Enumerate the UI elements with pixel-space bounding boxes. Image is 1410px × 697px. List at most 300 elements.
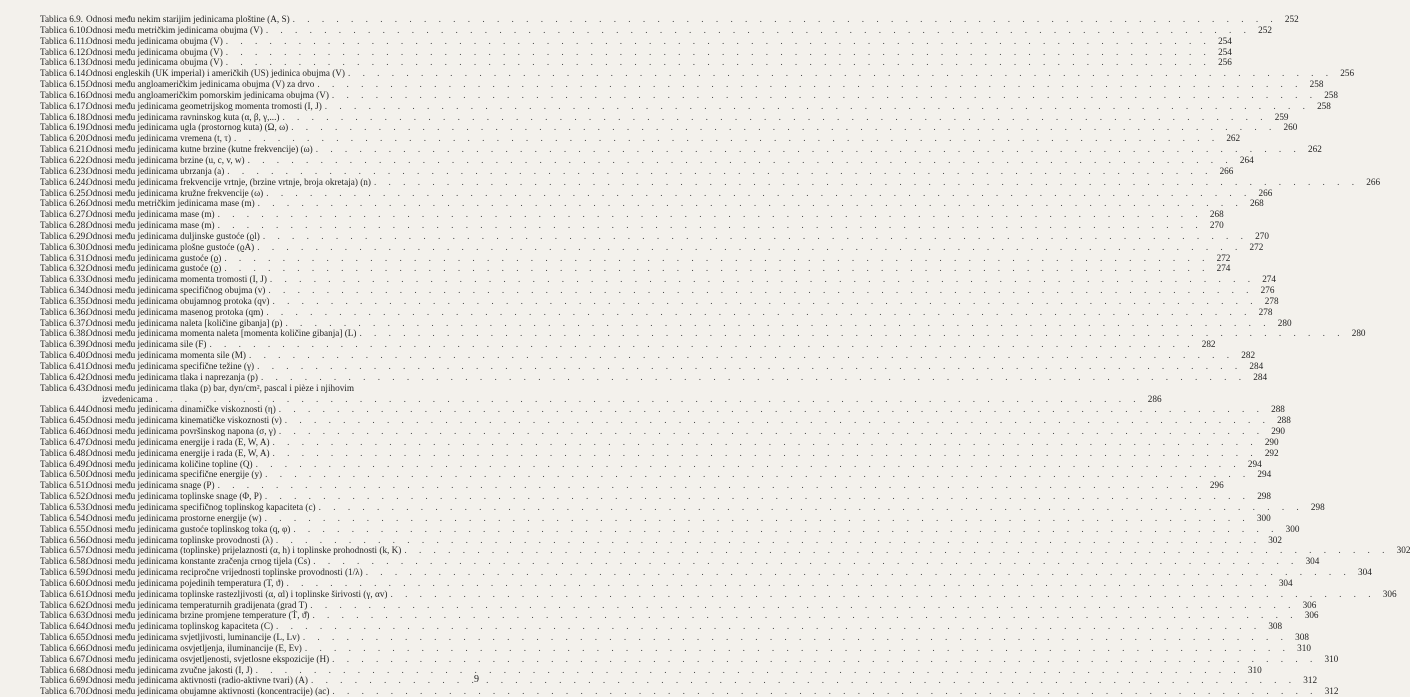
table-title: Odnosi među jedinicama zvučne jakosti (I, J) [86, 664, 253, 675]
table-label: Tablica 6.27. [40, 209, 88, 220]
page-ref: 312 [1324, 686, 1339, 697]
page-ref: 294 [1257, 469, 1272, 480]
toc-entry [40, 165, 1234, 177]
table-title: Odnosi među jedinicama dinamičke viskoznosti (η) [86, 404, 276, 415]
page-ref: 300 [1256, 512, 1271, 523]
table-title: Odnosi engleskih (UK imperial) i američkih (US) jedinica obujma (V) [86, 68, 345, 79]
table-label: Tablica 6.68. [40, 664, 88, 675]
table-title: Odnosi među jedinicama duljinske gustoće (ϱl) [86, 230, 260, 241]
page-ref: 290 [1264, 436, 1279, 447]
toc-entry [40, 469, 1272, 480]
table-title: Odnosi među jedinicama svjetljivosti, luminancije (L, Lv) [86, 632, 300, 643]
page-ref: 310 [1297, 642, 1311, 653]
table-title: Odnosi među jedinicama momenta sile (M) [86, 350, 246, 361]
table-label: Tablica 6.13. [40, 57, 88, 68]
dot-leader [287, 578, 1272, 589]
toc-entry [40, 610, 1319, 621]
dot-leader [279, 404, 1264, 415]
table-label: Tablica 6.11. [40, 35, 88, 46]
page-ref: 272 [1216, 252, 1231, 263]
toc-entry [40, 317, 1292, 329]
table-of-contents [40, 14, 1410, 697]
toc-entry [40, 447, 1279, 459]
table-title: Odnosi među jedinicama kutne brzine (kutne frekvencije) (ω) [86, 144, 313, 155]
dot-leader [270, 274, 1255, 285]
table-label: Tablica 6.70. [40, 686, 88, 697]
dot-leader [249, 350, 1234, 361]
table-title: Odnosi među jedinicama kružne frekvencije (ω) [86, 187, 264, 198]
table-label: Tablica 6.31. [40, 252, 88, 263]
table-title: Odnosi među jedinicama vremena (t, τ) [86, 133, 232, 144]
dot-leader [279, 426, 1264, 437]
table-title: Odnosi među jedinicama frekvencije vrtnje, (brzine vrtnje, broja okretaja) (n) [86, 176, 371, 187]
dot-leader [319, 502, 1304, 513]
page-ref: 304 [1358, 567, 1372, 578]
toc-entry [40, 57, 1232, 68]
table-label: Tablica 6.51. [40, 480, 88, 491]
table-title: Odnosi među jedinicama kinematičke viskoznosti (ν) [86, 415, 282, 426]
page-ref: 276 [1260, 285, 1275, 296]
toc-entry [40, 642, 1311, 654]
table-label: Tablica 6.15. [40, 79, 88, 90]
table-title: Odnosi među jedinicama masenog protoka (qm) [86, 306, 264, 317]
table-label: Tablica 6.10. [40, 24, 88, 35]
dot-leader [276, 621, 1261, 632]
toc-entry [40, 371, 1268, 383]
dot-leader [359, 328, 1344, 339]
table-label: Tablica 6.34. [40, 285, 88, 296]
toc-entry [40, 328, 1366, 339]
toc-entry [40, 415, 1291, 426]
page-ref: 268 [1249, 198, 1264, 209]
toc-entry [40, 653, 1339, 665]
table-label: Tablica 6.30. [40, 241, 88, 252]
page-ref: 262 [1226, 133, 1241, 144]
table-title: Odnosi među jedinicama obujma (V) [86, 46, 223, 57]
table-title: Odnosi među jedinicama toplinskog kapaciteta (C) [86, 621, 274, 632]
page-ref: 286 [1147, 393, 1162, 404]
page-ref: 284 [1253, 371, 1268, 382]
page-ref: 302 [1268, 534, 1282, 545]
toc-entry [40, 599, 1317, 611]
table-title: Odnosi među jedinicama specifične težine (γ) [86, 361, 255, 371]
table-label: Tablica 6.40. [40, 350, 88, 361]
table-label: Tablica 6.17. [40, 100, 88, 111]
dot-leader [332, 90, 1317, 101]
dot-leader [374, 177, 1359, 188]
dot-leader [303, 632, 1288, 643]
dot-leader [156, 394, 1141, 405]
page-ref: 300 [1285, 523, 1300, 534]
table-label: Tablica 6.44. [40, 404, 88, 415]
page-ref: 258 [1309, 79, 1324, 90]
toc-entry [40, 68, 1355, 79]
toc-entry [40, 187, 1273, 199]
toc-entry [40, 534, 1282, 546]
dot-leader [305, 643, 1290, 654]
toc-entry [40, 404, 1285, 415]
page-ref: 288 [1271, 404, 1285, 415]
toc-entry [40, 545, 1410, 556]
toc-entry [40, 14, 1299, 25]
table-title: Odnosi među metričkim jedinicama mase (m) [86, 198, 255, 209]
page-ref: 266 [1219, 165, 1234, 176]
table-label: Tablica 6.65. [40, 632, 88, 643]
dot-leader [258, 198, 1243, 209]
page-ref: 256 [1340, 68, 1355, 79]
page-ref: 266 [1366, 176, 1381, 187]
dot-leader [256, 665, 1241, 676]
toc-entry [40, 100, 1331, 112]
page-ref: 288 [1277, 415, 1291, 426]
toc-entry [40, 122, 1298, 133]
toc-entry [40, 111, 1289, 123]
table-label: Tablica 6.55. [40, 523, 88, 534]
table-label: Tablica 6.16. [40, 89, 88, 100]
dot-leader [226, 36, 1211, 47]
table-label: Tablica 6.61. [40, 588, 88, 599]
table-label: Tablica 6.38. [40, 328, 88, 339]
page-ref: 306 [1382, 588, 1397, 599]
toc-entry [40, 361, 1264, 372]
dot-leader [218, 209, 1203, 220]
toc-entry [40, 230, 1269, 242]
table-label: Tablica 6.64. [40, 621, 88, 632]
page-ref: 282 [1241, 350, 1256, 361]
table-title: Odnosi među jedinicama toplinske rastezljivosti (α, αl) i toplinske širivosti (γ, αv) [86, 588, 388, 599]
table-title: Odnosi među jedinicama ubrzanja (a) [86, 165, 225, 176]
dot-leader [293, 524, 1278, 535]
table-label: Tablica 6.37. [40, 317, 88, 328]
dot-leader [265, 513, 1250, 524]
dot-leader [226, 57, 1211, 68]
table-title: Odnosi među jedinicama ugla (prostornog kuta) (Ω, ω) [86, 122, 289, 133]
dot-leader [273, 437, 1258, 448]
table-title: Odnosi među jedinicama obujamne aktivnosti (koncentracije) (ac) [86, 686, 330, 697]
toc-entry [40, 274, 1276, 285]
table-label: Tablica 6.63. [40, 610, 88, 621]
table-label: Tablica 6.36. [40, 306, 88, 317]
page-ref: 280 [1351, 328, 1366, 339]
table-label: Tablica 6.39. [40, 339, 88, 350]
table-label: Tablica 6.21. [40, 144, 88, 155]
table-title: Odnosi među jedinicama obujma (V) [86, 35, 223, 46]
toc-entry [40, 285, 1275, 296]
dot-leader [273, 448, 1258, 459]
dot-leader [224, 253, 1209, 264]
dot-leader [332, 654, 1317, 665]
page-ref: 308 [1295, 632, 1309, 643]
page-ref: 258 [1317, 100, 1331, 111]
table-title: Odnosi među jedinicama snage (P) [86, 480, 215, 491]
table-label: Tablica 6.60. [40, 577, 88, 588]
toc-entry [40, 220, 1224, 231]
dot-leader [257, 361, 1242, 372]
page-ref: 270 [1255, 230, 1269, 241]
table-title: Odnosi među jedinicama mase (m) [86, 220, 215, 231]
table-title: Odnosi među angloameričkim jedinicama obujma (V) za drvo [86, 79, 315, 90]
dot-leader [234, 133, 1219, 144]
table-title: Odnosi među jedinicama konstante zračenja crnog tijela (Cs) [86, 556, 311, 567]
table-title: Odnosi među nekim starijim jedinicama ploštine (A, S) [86, 14, 290, 24]
toc-entry [40, 252, 1231, 264]
table-label: Tablica 6.45. [40, 415, 88, 426]
table-label: Tablica 6.47. [40, 436, 88, 447]
table-label: Tablica 6.42. [40, 371, 88, 382]
toc-entry [40, 436, 1279, 448]
dot-leader [282, 112, 1267, 123]
table-label: Tablica 6.53. [40, 501, 88, 512]
table-label: Tablica 6.35. [40, 295, 88, 306]
toc-entry [40, 664, 1262, 676]
dot-leader [227, 166, 1212, 177]
table-title: Odnosi među jedinicama recipročne vrijednosti toplinske provodnosti (1/λ) [86, 567, 363, 578]
table-label: Tablica 6.59. [40, 567, 88, 578]
toc-entry [40, 393, 1162, 405]
page-ref: 262 [1308, 144, 1322, 155]
toc-entry [40, 176, 1381, 188]
dot-leader [390, 589, 1375, 600]
table-label: Tablica 6.56. [40, 534, 88, 545]
toc-entry [40, 35, 1232, 47]
page-ref: 272 [1249, 241, 1264, 252]
toc-entry [40, 295, 1279, 307]
page-ref: 298 [1257, 491, 1271, 502]
table-label: Tablica 6.57. [40, 545, 88, 556]
table-label: Tablica 6.28. [40, 220, 88, 231]
toc-entry [40, 198, 1264, 209]
page-ref: 302 [1396, 545, 1410, 556]
table-label: Tablica 6.19. [40, 122, 88, 133]
page-ref: 278 [1258, 306, 1273, 317]
toc-entry [40, 480, 1224, 491]
page-ref: 252 [1284, 14, 1299, 24]
dot-leader [224, 263, 1209, 274]
table-label: Tablica 6.46. [40, 426, 88, 437]
toc-entry [40, 46, 1232, 58]
table-label: Tablica 6.48. [40, 447, 88, 458]
page-ref: 304 [1305, 556, 1320, 567]
table-label: Tablica 6.49. [40, 458, 88, 469]
table-title: Odnosi među metričkim jedinicama obujma (V) [86, 24, 263, 35]
toc-entry [40, 523, 1300, 535]
dot-leader [265, 469, 1250, 480]
dot-leader [272, 296, 1257, 307]
table-title: Odnosi među jedinicama gustoće toplinskog toka (q, φ) [86, 523, 291, 534]
toc-entry [40, 491, 1271, 502]
table-title: Odnosi među jedinicama momenta naleta [momenta količine gibanja] (L) [86, 328, 357, 339]
table-title: Odnosi među jedinicama mase (m) [86, 209, 215, 220]
table-label: Tablica 6.29. [40, 230, 88, 241]
table-title: Odnosi među jedinicama energije i rada (E, W, A) [86, 436, 270, 447]
table-label: Tablica 6.62. [40, 599, 88, 610]
toc-entry [40, 501, 1325, 513]
table-label: Tablica 6.20. [40, 133, 88, 144]
page-ref: 298 [1310, 501, 1325, 512]
toc-entry [40, 567, 1372, 578]
table-title: Odnosi među jedinicama osvjetljenja, iluminancije (E, Ev) [86, 642, 302, 653]
table-title: Odnosi među jedinicama tlaka i naprezanja (p) [86, 371, 258, 382]
table-title: Odnosi među jedinicama geometrijskog momenta tromosti (I, J) [86, 100, 322, 111]
page-ref: 264 [1239, 154, 1254, 165]
page-ref: 290 [1271, 426, 1285, 437]
toc-entry [40, 588, 1397, 600]
page-ref: 254 [1218, 46, 1232, 57]
page-ref: 259 [1274, 111, 1289, 122]
table-label: Tablica 6.41. [40, 361, 88, 371]
table-label: Tablica 6.54. [40, 512, 88, 523]
table-title: Odnosi među jedinicama brzine (u, c, v, w) [86, 154, 245, 165]
table-title: Odnosi među jedinicama sile (F) [86, 339, 207, 350]
toc-entry [40, 632, 1309, 643]
page-ref: 268 [1209, 209, 1224, 220]
dot-leader [293, 14, 1278, 25]
toc-entry [40, 209, 1224, 220]
toc-entry [40, 686, 1339, 697]
page-ref: 260 [1283, 122, 1298, 133]
table-label: Tablica 6.33. [40, 274, 88, 285]
dot-leader [218, 220, 1203, 231]
dot-leader [316, 144, 1301, 155]
table-label: Tablica 6.66. [40, 642, 88, 653]
toc-entry [40, 675, 1318, 686]
table-title: Odnosi među jedinicama specifičnog toplinskog kapaciteta (c) [86, 501, 316, 512]
dot-leader [310, 600, 1295, 611]
table-label: Tablica 6.52. [40, 491, 88, 502]
page-ref: 254 [1218, 35, 1232, 46]
table-title: Odnosi među jedinicama specifične energije (y) [86, 469, 263, 480]
page-ref: 280 [1277, 317, 1292, 328]
table-label: Tablica 6.50. [40, 469, 88, 480]
dot-leader [404, 545, 1389, 556]
toc-entry [40, 79, 1324, 90]
toc-entry [40, 89, 1338, 101]
table-title: Odnosi među jedinicama toplinske snage (Φ, P) [86, 491, 262, 502]
dot-leader [266, 188, 1251, 199]
table-title: Odnosi među jedinicama gustoće (ϱ) [86, 252, 222, 263]
table-label: Tablica 6.69. [40, 675, 88, 686]
page-ref: 312 [1303, 675, 1318, 686]
page-ref: 304 [1278, 577, 1293, 588]
table-title: Odnosi među jedinicama energije i rada (E, W, A) [86, 447, 270, 458]
dot-leader [263, 231, 1248, 242]
table-title: Odnosi među jedinicama brzine promjene temperature (Ṫ, ϑ̇) [86, 610, 310, 621]
page-ref: 282 [1201, 339, 1216, 350]
table-label: Tablica 6.9. [40, 14, 83, 24]
table-label: Tablica 6.58. [40, 556, 88, 567]
page-ref: 284 [1249, 361, 1264, 371]
table-label: Tablica 6.14. [40, 68, 88, 79]
table-title: Odnosi među jedinicama (toplinske) prijelaznosti (α, h) i toplinske prohodnosti (k, K) [86, 545, 402, 556]
table-title: Odnosi među jedinicama naleta [količine gibanja] (p) [86, 317, 283, 328]
dot-leader [226, 47, 1211, 58]
page-ref: 292 [1264, 447, 1279, 458]
table-title: Odnosi među jedinicama specifičnog obujma (v) [86, 285, 266, 296]
table-title: Odnosi među jedinicama ravninskog kuta (α, β, γ,...) [86, 111, 280, 122]
dot-leader [285, 318, 1270, 329]
dot-leader [313, 556, 1298, 567]
table-title: Odnosi među angloameričkim pomorskim jedinicama obujma (V) [86, 89, 329, 100]
toc-entry [40, 621, 1283, 632]
page-ref: 266 [1258, 187, 1273, 198]
toc-entry [40, 263, 1231, 274]
page-ref: 306 [1304, 610, 1319, 621]
toc-entry [40, 24, 1272, 36]
toc-entry [40, 426, 1285, 437]
dot-leader [317, 79, 1302, 90]
table-title: Odnosi među jedinicama tlaka (p) bar, dyn/cm², pascal i pièze i njihovim [86, 382, 354, 393]
dot-leader [268, 285, 1253, 296]
table-title: Odnosi među jedinicama površinskog napona (σ, γ) [86, 426, 276, 437]
table-title: Odnosi među jedinicama temperaturnih gradijenata (grad T) [86, 599, 308, 610]
toc-entry [40, 350, 1256, 361]
page-ref: 310 [1247, 664, 1262, 675]
dot-leader [291, 122, 1276, 133]
dot-leader [218, 480, 1203, 491]
dot-leader [312, 610, 1297, 621]
dot-leader [256, 459, 1241, 470]
page-ref: 258 [1324, 89, 1338, 100]
dot-leader [366, 567, 1351, 578]
toc-entry [40, 133, 1241, 144]
dot-leader [209, 339, 1194, 350]
page-ref: 252 [1258, 24, 1272, 35]
dot-leader [261, 372, 1246, 383]
dot-leader [276, 535, 1261, 546]
table-label: Tablica 6.24. [40, 176, 88, 187]
dot-leader [266, 25, 1251, 36]
toc-entry [40, 577, 1293, 589]
page-ref: 274 [1262, 274, 1276, 285]
toc-entry [40, 241, 1264, 253]
table-label: Tablica 6.43. [40, 382, 88, 393]
table-label: Tablica 6.67. [40, 653, 88, 664]
table-label: Tablica 6.18. [40, 111, 88, 122]
table-title: Odnosi među jedinicama obujamnog protoka (qv) [86, 295, 270, 306]
dot-leader [348, 68, 1333, 79]
table-title: izvedenicama [102, 393, 153, 404]
toc-entry [40, 458, 1262, 470]
page-ref: 274 [1216, 263, 1231, 274]
toc-entry [40, 556, 1320, 567]
table-label: Tablica 6.12. [40, 46, 88, 57]
dot-leader [265, 491, 1250, 502]
table-title: Odnosi među jedinicama obujma (V) [86, 57, 223, 68]
page-ref: 308 [1268, 621, 1283, 632]
toc-entry [40, 383, 484, 394]
dot-leader [325, 101, 1310, 112]
table-title: Odnosi među jedinicama momenta tromosti (I, J) [86, 274, 267, 285]
page-ref: 270 [1209, 220, 1224, 231]
toc-entry [40, 306, 1273, 318]
table-label: Tablica 6.32. [40, 263, 88, 274]
table-label: Tablica 6.22. [40, 154, 88, 165]
page-ref: 306 [1302, 599, 1317, 610]
table-title: Odnosi među jedinicama plošne gustoće (ϱA) [86, 241, 255, 252]
page-number: 9 [474, 674, 479, 685]
page-ref: 296 [1209, 480, 1224, 491]
page-ref: 256 [1218, 57, 1232, 68]
page-ref: 278 [1264, 295, 1279, 306]
table-title: Odnosi među jedinicama pojedinih temperatura (T, ϑ) [86, 577, 284, 588]
toc-entry [40, 154, 1254, 166]
dot-leader [285, 415, 1270, 426]
toc-entry [40, 512, 1271, 524]
dot-leader [311, 675, 1296, 686]
dot-leader [266, 307, 1251, 318]
dot-leader [332, 686, 1317, 697]
page-ref: 294 [1247, 458, 1262, 469]
